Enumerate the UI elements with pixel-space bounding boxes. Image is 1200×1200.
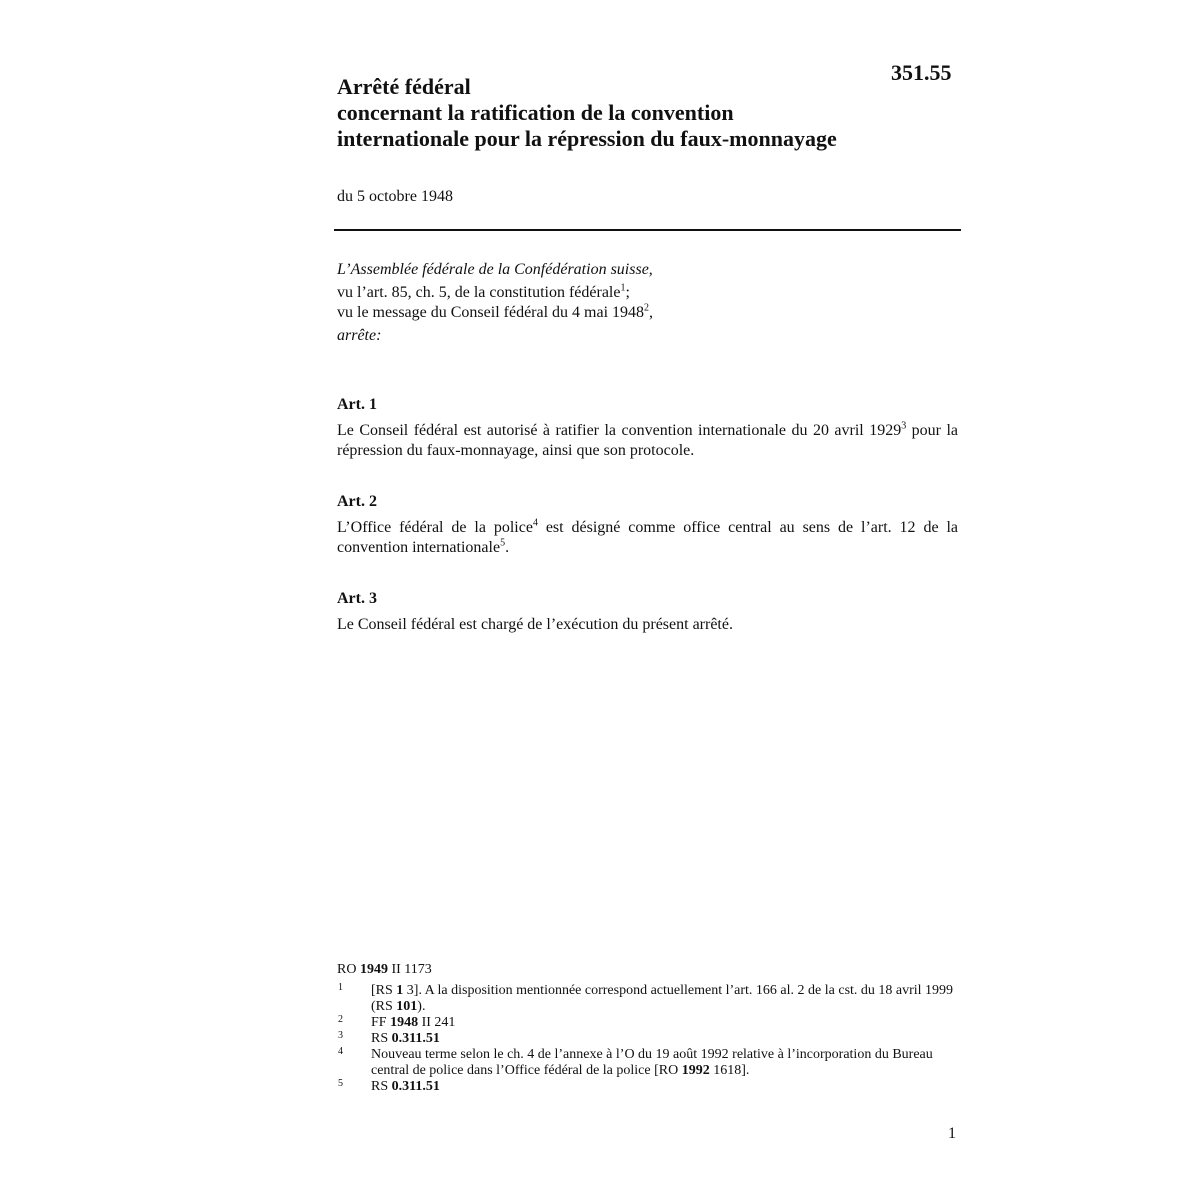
footnote-bold: 1949 <box>359 962 388 977</box>
footnote-number: 4 <box>338 1046 343 1057</box>
page-number: 1 <box>948 1125 956 1142</box>
preamble <box>337 260 957 346</box>
article-body: Le Conseil fédéral est chargé de l’exécution du présent arrêté. <box>337 616 733 633</box>
preamble-line <box>337 303 957 323</box>
footnote-ref[interactable]: 2 <box>644 302 650 314</box>
preamble-text: vu le message du Conseil fédéral du 4 mai 1948 <box>337 304 645 321</box>
footnote-number: 2 <box>338 1014 343 1025</box>
footnote-bold: 1 <box>396 983 404 998</box>
footnote-text: FF <box>371 1015 391 1030</box>
footnote-3 <box>337 1031 958 1047</box>
footnote-ref[interactable]: 4 <box>532 517 538 529</box>
footnote-text: RS <box>371 1031 392 1046</box>
document-date: du 5 octobre 1948 <box>337 188 453 205</box>
article-text: . <box>505 539 510 556</box>
title-line: Arrêté fédéral <box>337 74 471 99</box>
footnote-text: [RS <box>371 983 397 998</box>
footnote-number: 3 <box>338 1030 343 1041</box>
footnote-bold: 0.311.51 <box>391 1079 440 1094</box>
footnote-1 <box>337 983 958 1015</box>
article-body <box>337 518 958 558</box>
header-divider <box>334 229 961 231</box>
footnotes <box>337 962 958 1095</box>
article-body <box>337 421 958 461</box>
article-text: pour la répression du faux-monnayage, ainsi que son protocole. <box>337 422 959 459</box>
footnote-text: RO <box>337 962 360 977</box>
preamble-decision: arrête: <box>337 327 382 344</box>
source-reference <box>337 962 958 978</box>
preamble-authority: L’Assemblée fédérale de la Confédération suisse, <box>337 261 653 278</box>
footnote-text: II 1173 <box>387 962 432 977</box>
footnote-number: 1 <box>338 982 343 993</box>
footnote-bold: 1948 <box>390 1015 419 1030</box>
footnote-ref[interactable]: 1 <box>620 282 626 294</box>
article-heading: Art. 2 <box>337 493 377 510</box>
footnote-text: Nouveau terme selon le ch. 4 de l’annexe à l’O du 19 août 1992 relative à l’incorporation du Bureau central de police dans l’Office fédéral de la police [RO <box>371 1047 933 1078</box>
article-heading: Art. 1 <box>337 396 377 413</box>
article-1 <box>337 395 958 461</box>
preamble-text: vu l’art. 85, ch. 5, de la constitution fédérale <box>337 284 621 301</box>
footnote-text: II 241 <box>418 1015 456 1030</box>
footnote-text: 1618]. <box>709 1063 750 1078</box>
title-line: concernant la ratification de la convention <box>337 100 734 125</box>
article-text: est désigné comme office central au sens de l’art. 12 de la convention internationale <box>337 519 958 556</box>
article-2 <box>337 492 958 558</box>
footnote-ref[interactable]: 5 <box>500 537 506 549</box>
preamble-line <box>337 283 957 303</box>
footnote-text: ). <box>417 999 426 1014</box>
footnote-2 <box>337 1015 958 1031</box>
page-title <box>337 74 837 152</box>
footnote-bold: 0.311.51 <box>391 1031 440 1046</box>
article-text: L’Office fédéral de la police <box>337 519 533 536</box>
article-3 <box>337 589 958 635</box>
footnote-4 <box>337 1047 958 1079</box>
footnote-bold: 1992 <box>681 1063 710 1078</box>
footnote-text: 3]. A la disposition mentionnée correspond actuellement l’art. 166 al. 2 de la cst. du 18 avril 1999 (RS <box>371 983 954 1014</box>
footnote-bold: 101 <box>396 999 418 1014</box>
footnote-text: RS <box>371 1079 392 1094</box>
preamble-punct: ; <box>625 284 630 301</box>
footnote-5 <box>337 1079 958 1095</box>
footnote-ref[interactable]: 3 <box>901 420 907 432</box>
sr-number: 351.55 <box>891 60 952 85</box>
footnote-number: 5 <box>338 1078 343 1089</box>
article-heading: Art. 3 <box>337 590 377 607</box>
article-text: Le Conseil fédéral est autorisé à ratifier la convention internationale du 20 avril 1929 <box>337 422 902 439</box>
title-line: internationale pour la répression du faux-monnayage <box>337 126 837 151</box>
preamble-punct: , <box>649 304 654 321</box>
